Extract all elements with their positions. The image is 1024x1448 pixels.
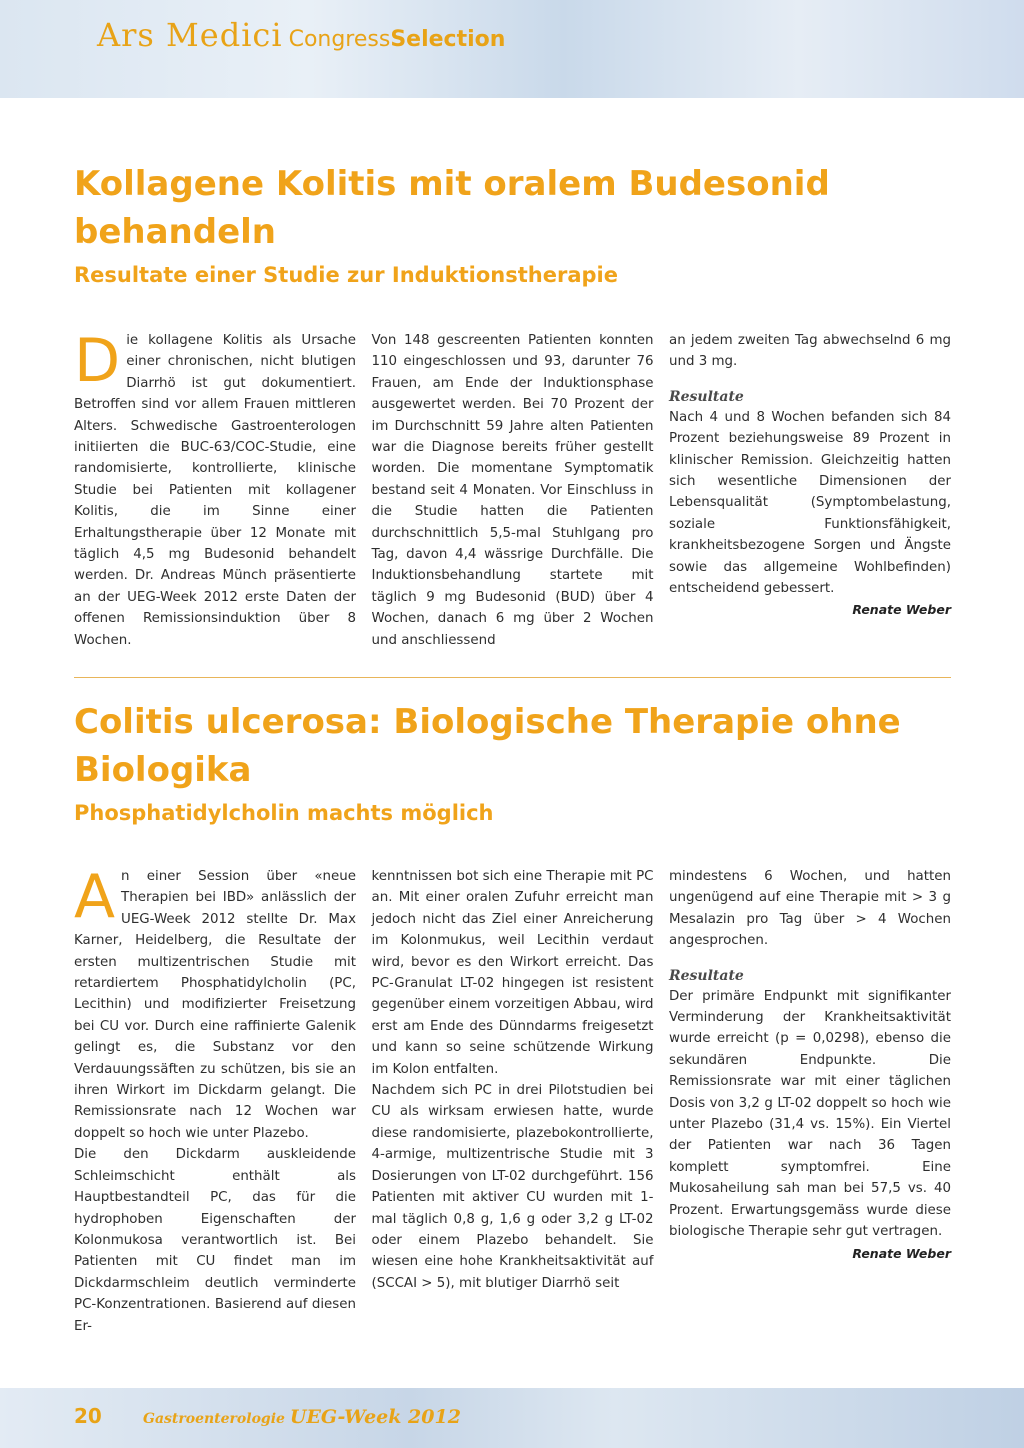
article-title: Kollagene Kolitis mit oralem Budesonid behandeln — [74, 164, 830, 252]
article-subtitle: Phosphatidylcholin machts möglich — [74, 801, 494, 825]
column-2 — [372, 866, 654, 1337]
body-paragraph — [74, 862, 356, 1144]
body-paragraph: Nachdem sich PC in drei Pilotstudien bei CU als wirksam erwiesen hatte, wurde diese randomisierte, plazebokontrollierte, 4-armige, multizentrische Studie mit 3 Dosierungen von LT-02 durchgeführt. 156 Patienten mit aktiver CU wurden mit 1-mal täglich 0,8 g, 1,6 g oder 3,2 g LT-02 oder einem Plazebo behandelt. Sie wiesen eine hohe Krankheitsaktivität auf (SCCAI > 5), mit blutiger Diarrhö seit — [371, 1083, 654, 1291]
article-title: Colitis ulcerosa: Biologische Therapie ohne Biologika — [74, 702, 901, 790]
logo-selection: Selection — [390, 27, 506, 52]
article-kollagene-kolitis — [74, 160, 951, 651]
column-3 — [669, 866, 951, 1337]
paragraph-text: ie kollagene Kolitis als Ursache einer chronischen, nicht blutigen Diarrhö ist gut dokumentiert. Betroffen sind vor allem Frauen mittleren Alters. Schwedische Gastroenterologen initiierten die BUC-63/COC-Studie, eine randomisierte, kontrollierte, klinische Studie bei Patienten mit kollagener Kolitis, die im Sinne einer Erhaltungstherapie über 12 Monate mit täglich 4,5 mg Budesonid behandelt werden. Dr. Andreas Münch präsentierte an der UEG-Week 2012 erste Daten der offenen Remissionsinduktion über 8 Wochen. — [74, 333, 356, 648]
author-byline: Renate Weber — [852, 602, 951, 618]
section-heading: Resultate — [669, 967, 744, 984]
article-subtitle: Resultate einer Studie zur Induktionstherapie — [74, 263, 618, 287]
drop-cap: D — [74, 326, 121, 396]
section-heading: Resultate — [669, 388, 744, 405]
article-colitis-ulcerosa — [74, 698, 951, 1337]
column-1 — [74, 862, 356, 1337]
article-columns — [74, 862, 951, 1337]
body-paragraph: Von 148 gescreenten Patienten konnten 110 eingeschlossen und 93, darunter 76 Frauen, am Ende der Induktionsphase ausgewertet werden. Bei 70 Prozent der im Durchschnitt 59 Jahre alten Patienten war die Diagnose bereits früher gestellt worden. Die momentane Symptomatik bestand seit 4 Monaten. Vor Einschluss in die Studie hatten die Patienten durchschnittlich 5,5-mal Stuhlgang pro Tag, davon 4,4 wässrige Durchfälle. Die Induktionsbehandlung startete mit täglich 9 mg Budesonid (BUD) über 4 Wochen, danach 6 mg über 2 Wochen und anschliessend — [371, 333, 654, 648]
column-3 — [669, 330, 951, 651]
body-paragraph: Nach 4 und 8 Wochen befanden sich 84 Prozent beziehungsweise 89 Prozent in klinischer Remission. Gleichzeitig hatten sich wesentliche Dimensionen der Lebensqualität (Symptombelastung, soziale Funktionsfähigkeit, krankheitsbezogene Sorgen und Ängste sowie das allgemeine Wohlbefinden) entscheidend gebessert. — [669, 409, 951, 597]
column-1 — [74, 326, 356, 651]
logo-ars-medici: Ars Medici — [97, 16, 283, 54]
body-paragraph: mindestens 6 Wochen, und hatten ungenügend auf eine Therapie mit > 3 g Mesalazin pro Tag über > 4 Wochen angesprochen. — [669, 869, 951, 949]
ars-medici-logo — [97, 16, 505, 54]
footer-section: Gastroenterologie — [143, 1411, 285, 1427]
body-paragraph: an jedem zweiten Tag abwechselnd 6 mg und 3 mg. — [669, 333, 951, 370]
body-paragraph: Der primäre Endpunkt mit signifikanter Verminderung der Krankheitsaktivität wurde erreicht (p = 0,0298), ebenso die sekundären Endpunkte. Die Remissionsrate war mit einer täglichen Dosis von 3,2 g LT-02 doppelt so hoch wie unter Plazebo (31,4 vs. 15%). Ein Viertel der Patienten war nach 36 Tagen komplett symptomfrei. Eine Mukosaheilung sah man bei 57,5 vs. 40 Prozent. Erwartungsgemäss wurde diese biologische Therapie sehr gut vertragen. — [669, 988, 951, 1240]
article-divider — [74, 677, 951, 678]
page-number: 20 — [74, 1404, 102, 1428]
body-paragraph: kenntnissen bot sich eine Therapie mit PC an. Mit einer oralen Zufuhr erreicht man jedoch nicht das Ziel einer Anreicherung im Kolonmukus, weil Lecithin verdaut wird, bevor es den Wirkort erreicht. Das PC-Granulat LT-02 hingegen ist resistent gegenüber einem vorzeitigen Abbau, wird erst am Ende des Dünndarms freigesetzt und kann so seine schützende Wirkung im Kolon entfalten. — [371, 869, 654, 1077]
footer-event: UEG-Week 2012 — [289, 1406, 461, 1428]
body-paragraph: Die den Dickdarm auskleidende Schleimschicht enthält als Hauptbestandteil PC, das für die hydrophoben Eigenschaften der Kolonmukosa verantwortlich ist. Bei Patienten mit CU findet man im Dickdarmschleim deutlich verminderte PC-Konzentrationen. Basierend auf diesen Er- — [74, 1147, 356, 1334]
paragraph-text: n einer Session über «neue Therapien bei IBD» anlässlich der UEG-Week 2012 stellte Dr. Max Karner, Heidelberg, die Resultate der ersten multizentrischen Studie mit retardiertem Phosphatidylcholin (PC, Lecithin) und modifizierter Freisetzung bei CU vor. Durch eine raffinierte Galenik gelingt es, die Substanz vor den Verdauungssäften zu schützen, bis sie an ihren Wirkort im Dickdarm gelangt. Die Remissionsrate nach 12 Wochen war doppelt so hoch wie unter Plazebo. — [74, 869, 356, 1141]
column-2 — [372, 330, 654, 651]
article-columns — [74, 326, 951, 651]
drop-cap: A — [74, 862, 116, 932]
footer-label — [143, 1406, 461, 1428]
author-byline: Renate Weber — [852, 1245, 951, 1261]
body-paragraph — [74, 326, 356, 651]
logo-congress: Congress — [288, 27, 391, 52]
